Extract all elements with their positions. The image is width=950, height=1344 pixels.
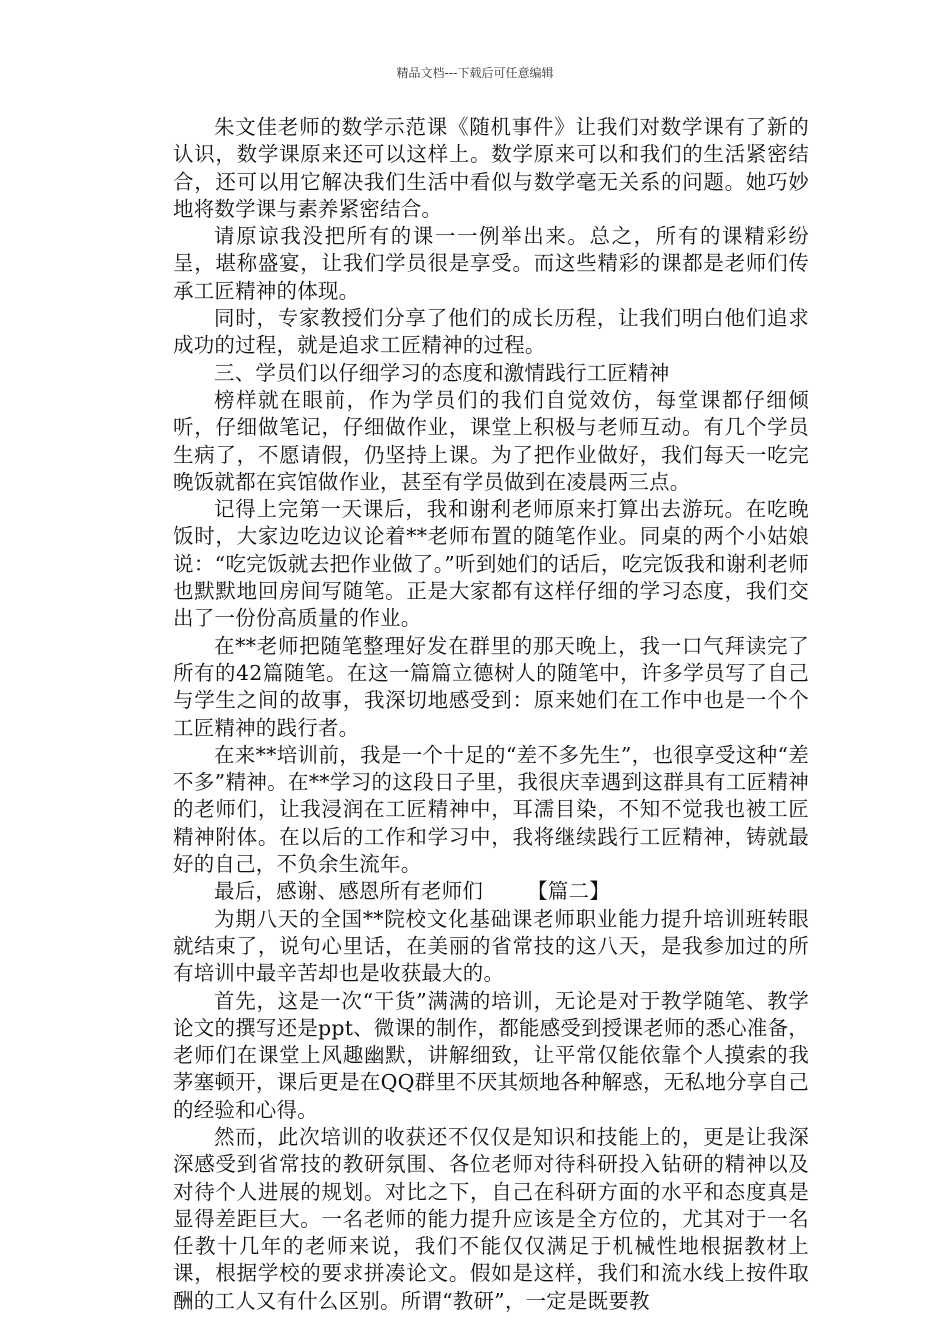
paragraph-essays: 在**老师把随笔整理好发在群里的那天晚上，我一口气拜读完了所有的42篇随笔。在这一篇篇立德树人的随笔中，许多学员写了自己与学生之间的故事，我深切地感受到：原来她们在工作中也是一个个工匠精神的践行者。 [173,633,809,740]
paragraph-apology: 请原谅我没把所有的课一一例举出来。总之，所有的课精彩纷呈，堪称盛宴，让我们学员很是享受。而这些精彩的课都是老师们传承工匠精神的体现。 [173,224,809,303]
document-body [173,114,809,1315]
closing-text: 最后，感谢、感恩所有老师们 [214,879,484,904]
paragraph-math-demo: 朱文佳老师的数学示范课《随机事件》让我们对数学课有了新的认识，数学课原来还可以这样上。数学原来可以和我们的生活紧密结合，还可以用它解决我们生活中看似与数学毫无关系的问题。她巧妙地将数学课与素养紧密结合。 [173,115,809,221]
section-heading-three: 三、学员们以仔细学习的态度和激情践行工匠精神 [214,360,670,385]
paragraph-experts: 同时，专家教授们分享了他们的成长历程，让我们明白他们追求成功的过程，就是追求工匠精神的过程。 [173,306,809,358]
paragraph-before-training: 在来**培训前，我是一个十足的“差不多先生”，也很享受这种“差不多”精神。在**学习的这段日子里，我很庆幸遇到这群具有工匠精神的老师们，让我浸润在工匠精神中，耳濡目染，不知不觉我也被工匠精神附体。在以后的工作和学习中，我将继续践行工匠精神，铸就最好的自己，不负余生流年。 [173,742,809,877]
paragraph-first-day: 记得上完第一天课后，我和谢利老师原来打算出去游玩。在吃晚饭时，大家边吃边议论着**老师布置的随笔作业。同桌的两个小姑娘说：“吃完饭就去把作业做了。”听到她们的话后，吃完饭我和谢利老师也默默地回房间写随笔。正是大家都有这样仔细的学习态度，我们交出了一份份高质量的作业。 [173,497,809,631]
closing-line [173,878,809,905]
section-tag: 【篇二】 [527,879,610,904]
page-header: 精品文档---下载后可任意编辑 [396,66,554,80]
paragraph-first: 首先，这是一次“干货”满满的培训，无论是对于教学随笔、教学论文的撰写还是ppt、微课的制作，都能感受到授课老师的悉心准备，老师们在课堂上风趣幽默，讲解细致，让平常仅能依靠个人摸索的我茅塞顿开，课后更是在QQ群里不厌其烦地各种解惑，无私地分享自己的经验和心得。 [173,988,809,1122]
paragraph-however: 然而，此次培训的收获还不仅仅是知识和技能上的，更是让我深深感受到省常技的教研氛围、各位老师对待科研投入钻研的精神以及对待个人进展的规划。对比之下，自己在科研方面的水平和态度真是显得差距巨大。一名老师的能力提升应该是全方位的，尤其对于一名任教十几年的老师来说，我们不能仅仅满足于机械性地根据教材上课，根据学校的要求拼凑论文。假如是这样，我们和流水线上按件取酬的工人又有什么区别。所谓“教研”，一定是既要教 [173,1124,809,1313]
paragraph-role-model: 榜样就在眼前，作为学员们的我们自觉效仿，每堂课都仔细倾听，仔细做笔记，仔细做作业，课堂上积极与老师互动。有几个学员生病了，不愿请假，仍坚持上课。为了把作业做好，我们每天一吃完晚饭就都在宾馆做作业，甚至有学员做到在凌晨两三点。 [173,387,809,494]
paragraph-eight-days: 为期八天的全国**院校文化基础课老师职业能力提升培训班转眼就结束了，说句心里话，在美丽的省常技的这八天，是我参加过的所有培训中最辛苦却也是收获最大的。 [173,906,809,986]
